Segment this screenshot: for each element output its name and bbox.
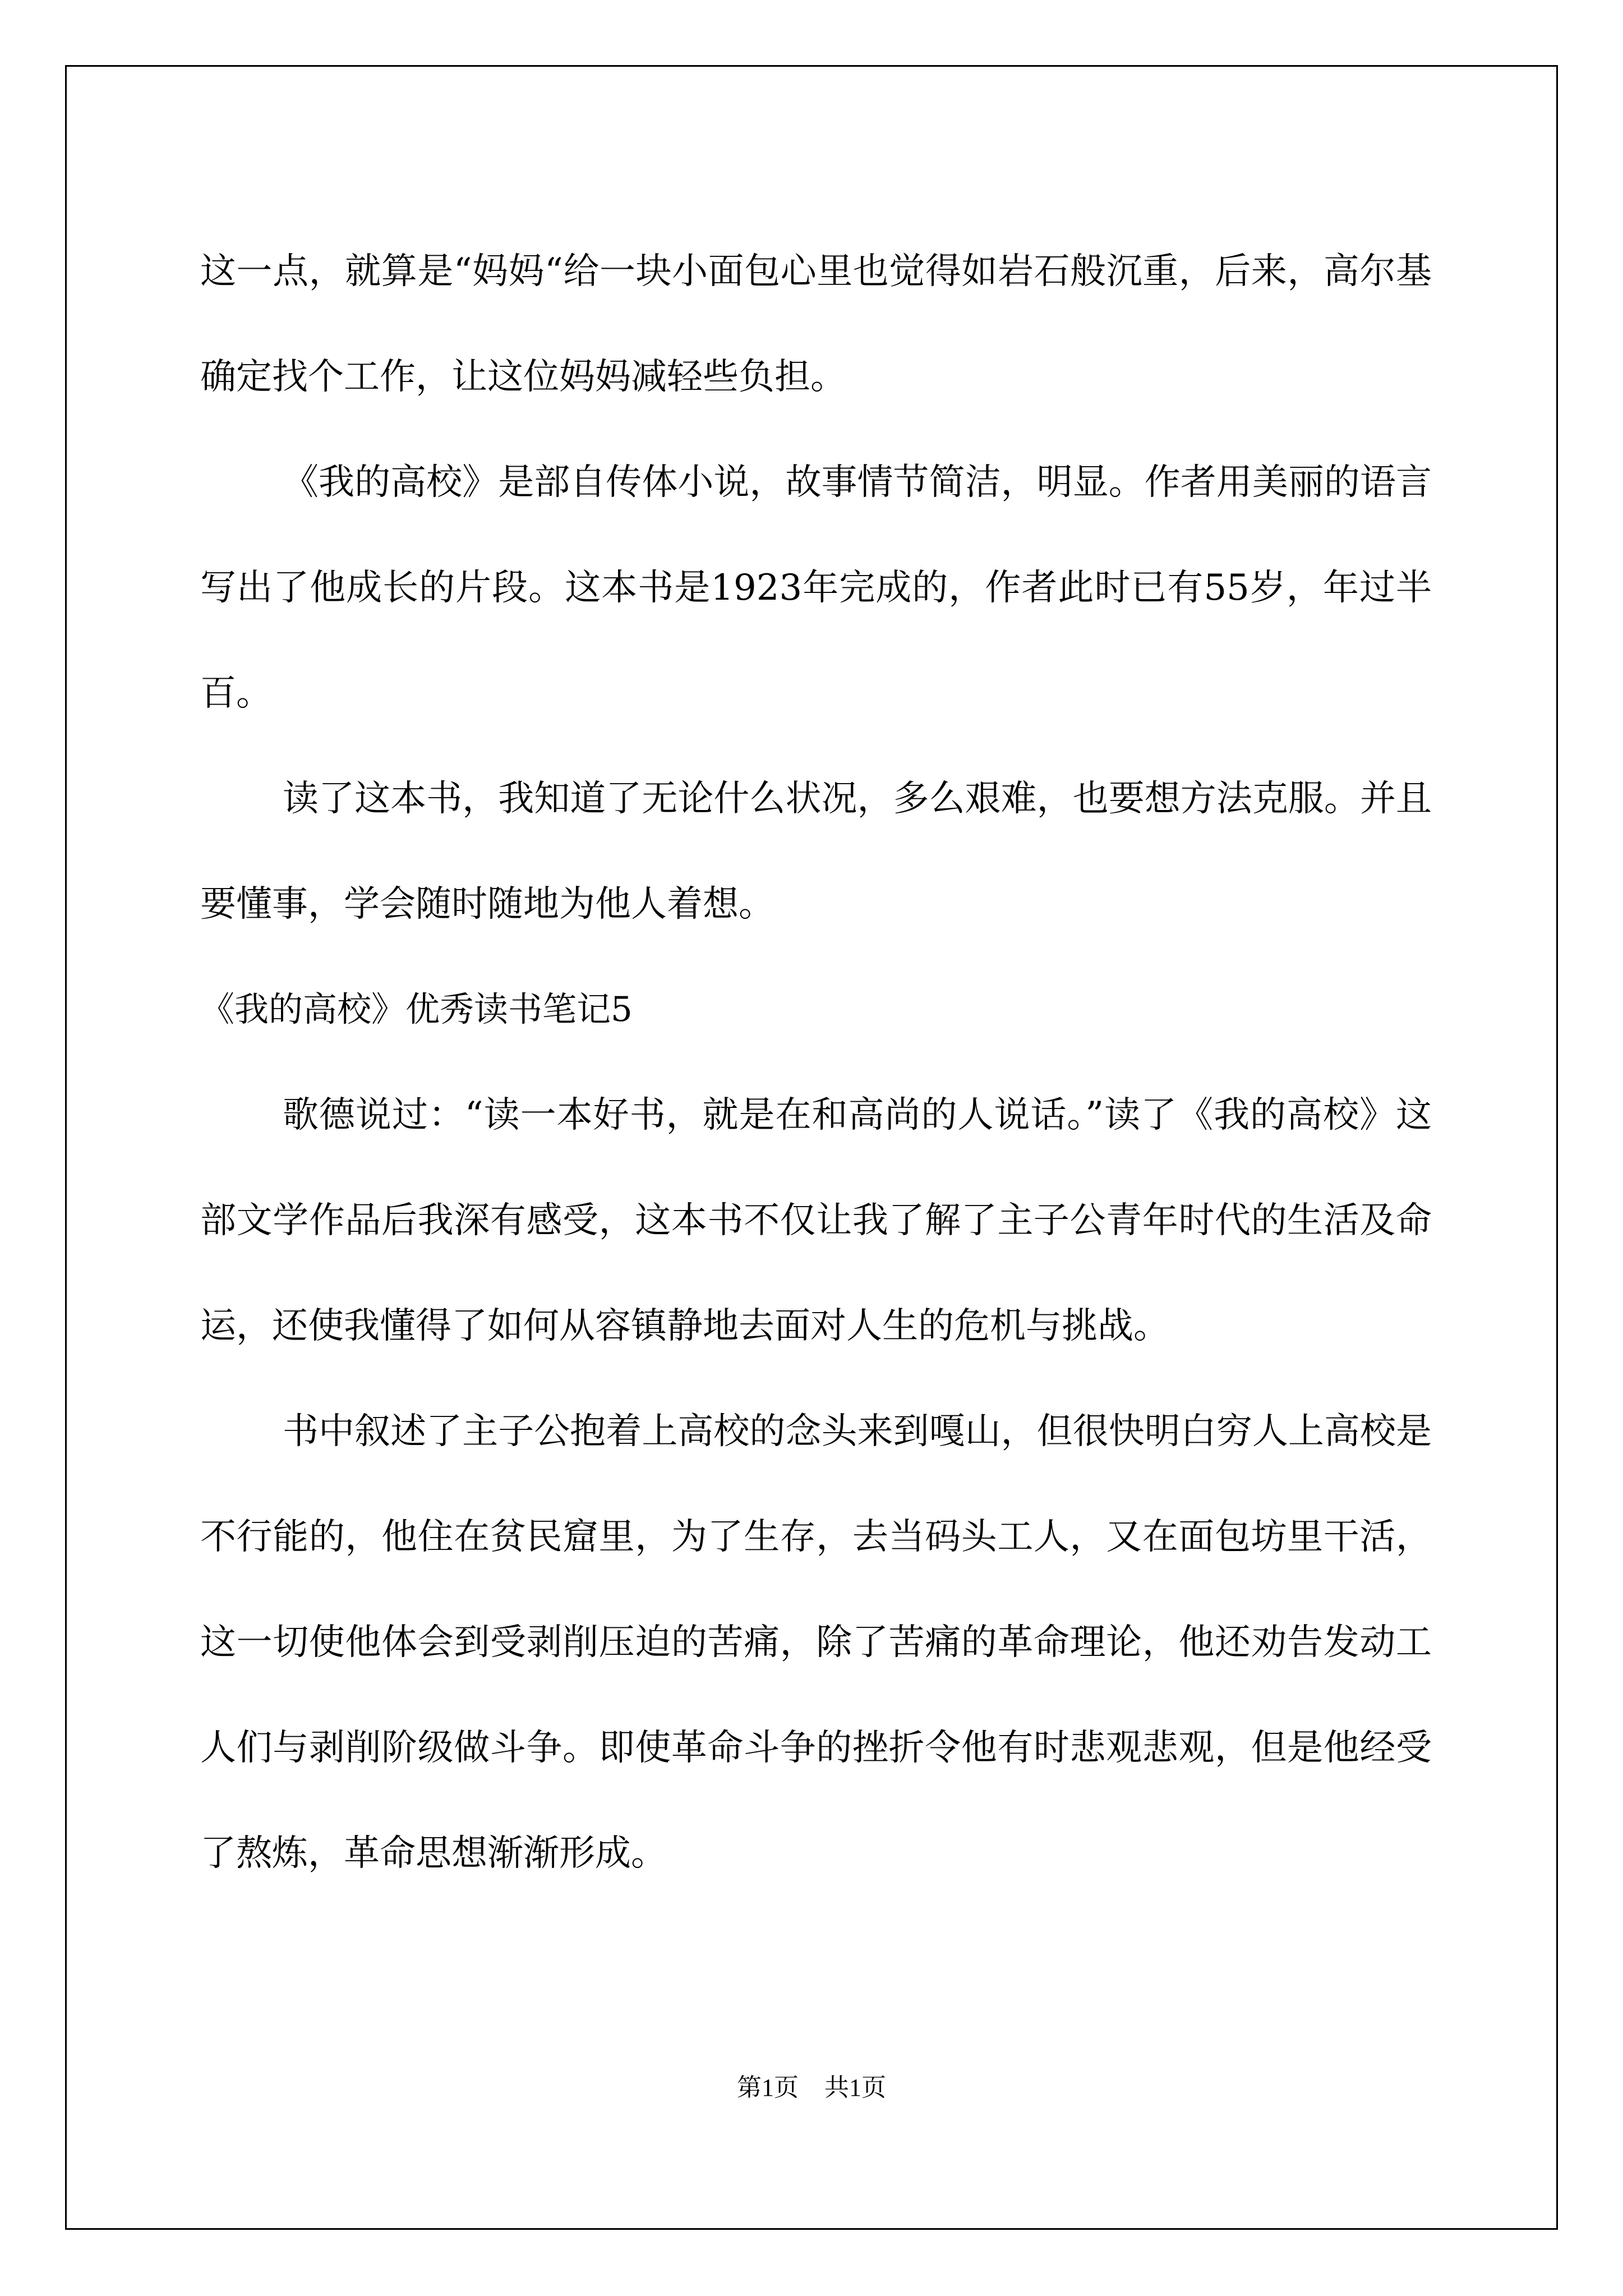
page-number: 第1页 [737, 2074, 799, 2101]
paragraph: 歌德说过：“读一本好书，就是在和高尚的人说话。”读了《我的高校》这部文学作品后我深有感受，这本书不仅让我了解了主子公青年时代的生活及命运，还使我懂得了如何从容镇静地去面对人生的危机与挑战。 [200, 1094, 1432, 1347]
page-total: 共1页 [824, 2074, 886, 2101]
paragraph: 读了这本书，我知道了无论什么状况，多么艰难，也要想方法克服。并且要懂事，学会随时随地为他人着想。 [200, 778, 1432, 925]
section-heading: 《我的高校》优秀读书笔记5 [200, 990, 633, 1029]
document-body [200, 219, 1432, 1906]
page-footer [0, 2071, 1623, 2105]
paragraph: 书中叙述了主子公抱着上高校的念头来到嘎山，但很快明白穷人上高校是不行能的，他住在贫民窟里，为了生存，去当码头工人，又在面包坊里干活，这一切使他体会到受剥削压迫的苦痛，除了苦痛的革命理论，他还劝告发动工人们与剥削阶级做斗争。即使革命斗争的挫折令他有时悲观悲观，但是他经受了熬炼，革命思想渐渐形成。 [200, 1411, 1432, 1874]
paragraph: 这一点，就算是“妈妈“给一块小面包心里也觉得如岩石般沉重，后来，高尔基确定找个工作，让这位妈妈减轻些负担。 [200, 251, 1432, 398]
paragraph: 《我的高校》是部自传体小说，故事情节简洁，明显。作者用美丽的语言写出了他成长的片段。这本书是1923年完成的，作者此时已有55岁，年过半百。 [200, 462, 1432, 714]
